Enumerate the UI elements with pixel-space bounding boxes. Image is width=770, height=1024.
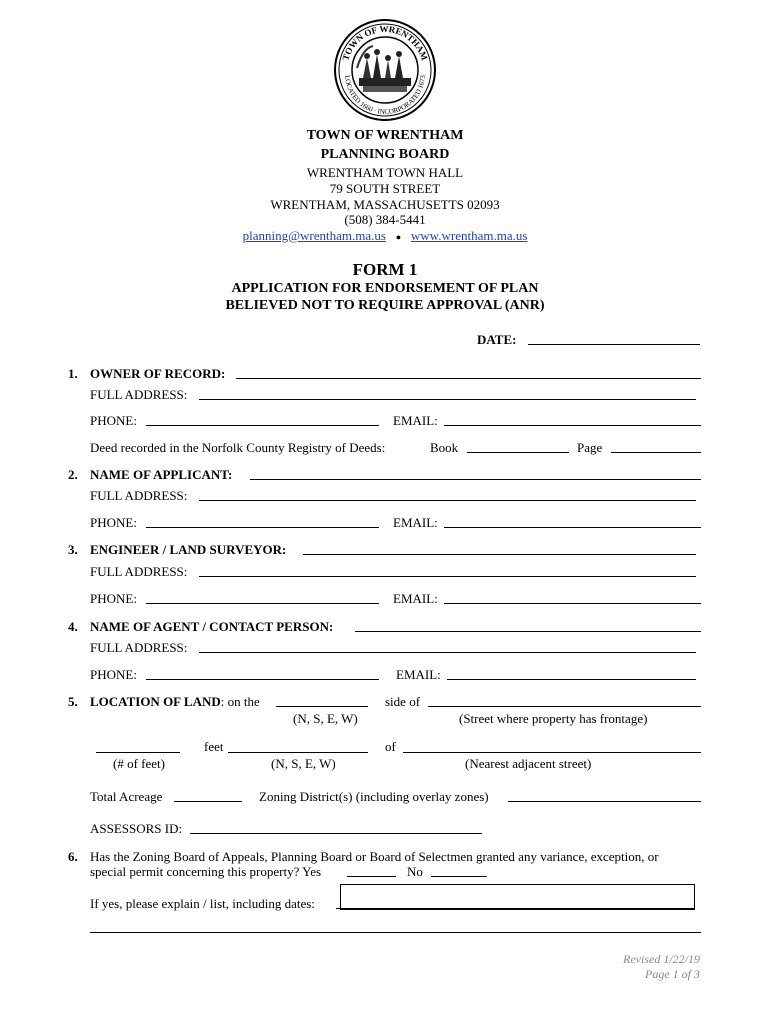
s4-phone-label: PHONE: — [90, 667, 137, 682]
applicant-field[interactable] — [250, 479, 701, 480]
date-field[interactable] — [528, 344, 700, 345]
s2-phone-label: PHONE: — [90, 515, 137, 530]
form-title-line2: BELIEVED NOT TO REQUIRE APPROVAL (ANR) — [225, 298, 545, 313]
engineer-field[interactable] — [303, 554, 696, 555]
s1-email-label: EMAIL: — [393, 413, 438, 428]
agent-email-field[interactable] — [447, 679, 696, 680]
yes-field[interactable] — [347, 876, 396, 877]
num-feet-field[interactable] — [96, 752, 180, 753]
feet-direction-field[interactable] — [228, 752, 368, 753]
s1-owner-label: OWNER OF RECORD: — [90, 366, 226, 381]
board-name: PLANNING BOARD — [320, 147, 450, 162]
s4-address-label: FULL ADDRESS: — [90, 640, 188, 655]
applicant-phone-field[interactable] — [146, 527, 379, 528]
assessors-id-field[interactable] — [190, 833, 482, 834]
s5-nsew2-hint: (N, S, E, W) — [271, 756, 336, 771]
applicant-address-field[interactable] — [199, 500, 696, 501]
town-name: TOWN OF WRENTHAM — [306, 128, 464, 143]
svg-text:LOCATED 1660 · INCORPORATED 16: LOCATED 1660 · INCORPORATED 1673 — [342, 74, 428, 117]
s1-book-label: Book — [430, 440, 459, 455]
zoning-field[interactable] — [508, 801, 701, 802]
s5-on-the: : on the — [220, 694, 260, 709]
form-title-line1: APPLICATION FOR ENDORSEMENT OF PLAN — [231, 281, 539, 296]
s4-agent-label: NAME OF AGENT / CONTACT PERSON: — [90, 619, 334, 634]
s3-phone-label: PHONE: — [90, 591, 137, 606]
s6-explain-label: If yes, please explain / list, including dates: — [90, 896, 315, 911]
revised-date: Revised 1/22/19 — [623, 952, 700, 966]
s3-email-label: EMAIL: — [393, 591, 438, 606]
deed-page-field[interactable] — [611, 452, 701, 453]
no-field[interactable] — [431, 876, 487, 877]
s5-numfeet-hint: (# of feet) — [113, 756, 165, 771]
deed-book-field[interactable] — [467, 452, 569, 453]
applicant-email-field[interactable] — [444, 527, 701, 528]
engineer-phone-field[interactable] — [146, 603, 379, 604]
engineer-email-field[interactable] — [444, 603, 701, 604]
s6-question-line1: Has the Zoning Board of Appeals, Planning Board or Board of Selectmen granted any variance, exception, or — [90, 849, 659, 864]
explain-input-box[interactable] — [340, 884, 695, 910]
page-number: Page 1 of 3 — [645, 967, 700, 981]
s5-number: 5. — [68, 694, 78, 709]
s3-number: 3. — [68, 542, 78, 557]
explain-field[interactable] — [336, 908, 694, 909]
s5-of-label: of — [385, 739, 396, 754]
owner-address-field[interactable] — [199, 399, 696, 400]
phone-number: (508) 384-5441 — [344, 212, 426, 227]
s5-side-of: side of — [385, 694, 421, 709]
s5-location-label — [90, 694, 260, 710]
s2-address-label: FULL ADDRESS: — [90, 488, 188, 503]
town-seal-logo — [333, 18, 437, 122]
street-address: 79 SOUTH STREET — [329, 181, 441, 196]
form-number: FORM 1 — [352, 260, 418, 279]
s5-zoning-label: Zoning District(s) (including overlay zones) — [259, 789, 489, 804]
s5-nearest-hint: (Nearest adjacent street) — [465, 756, 592, 771]
s2-applicant-label: NAME OF APPLICANT: — [90, 467, 233, 482]
email-link[interactable]: planning@wrentham.ma.us — [242, 228, 386, 243]
s1-address-label: FULL ADDRESS: — [90, 387, 188, 402]
s2-email-label: EMAIL: — [393, 515, 438, 530]
website-link[interactable]: www.wrentham.ma.us — [410, 228, 528, 243]
s5-assessors-label: ASSESSORS ID: — [90, 821, 183, 836]
svg-text:TOWN OF WRENTHAM: TOWN OF WRENTHAM — [340, 23, 430, 62]
s5-acreage-label: Total Acreage — [90, 789, 163, 804]
s3-engineer-label: ENGINEER / LAND SURVEYOR: — [90, 542, 287, 557]
s5-nsew-hint: (N, S, E, W) — [293, 711, 358, 726]
s2-number: 2. — [68, 467, 78, 482]
engineer-address-field[interactable] — [199, 576, 696, 577]
frontage-street-field[interactable] — [428, 706, 701, 707]
nearest-street-field[interactable] — [403, 752, 701, 753]
s6-question-line2: special permit concerning this property? Yes — [90, 864, 322, 879]
s3-address-label: FULL ADDRESS: — [90, 564, 188, 579]
owner-phone-field[interactable] — [146, 425, 379, 426]
s4-email-label: EMAIL: — [396, 667, 441, 682]
s4-number: 4. — [68, 619, 78, 634]
explain-field-line2[interactable] — [90, 932, 701, 933]
owner-field[interactable] — [236, 378, 701, 379]
agent-field[interactable] — [355, 631, 701, 632]
s6-number: 6. — [68, 849, 78, 864]
s5-location-bold: LOCATION OF LAND — [90, 694, 221, 709]
s1-page-label: Page — [577, 440, 603, 455]
side-direction-field[interactable] — [276, 706, 368, 707]
date-label: DATE: — [477, 332, 517, 347]
bullet-separator: ● — [395, 232, 402, 242]
s1-number: 1. — [68, 366, 78, 381]
acreage-field[interactable] — [174, 801, 242, 802]
s1-deed-label: Deed recorded in the Norfolk County Registry of Deeds: — [90, 440, 386, 455]
city-address: WRENTHAM, MASSACHUSETTS 02093 — [270, 197, 500, 212]
s1-phone-label: PHONE: — [90, 413, 137, 428]
agent-address-field[interactable] — [199, 652, 696, 653]
town-hall: WRENTHAM TOWN HALL — [306, 165, 464, 180]
contact-line — [0, 228, 770, 244]
owner-email-field[interactable] — [444, 425, 701, 426]
agent-phone-field[interactable] — [146, 679, 379, 680]
s5-feet-label: feet — [204, 739, 224, 754]
s5-street-hint: (Street where property has frontage) — [459, 711, 648, 726]
s6-no-label: No — [407, 864, 423, 879]
